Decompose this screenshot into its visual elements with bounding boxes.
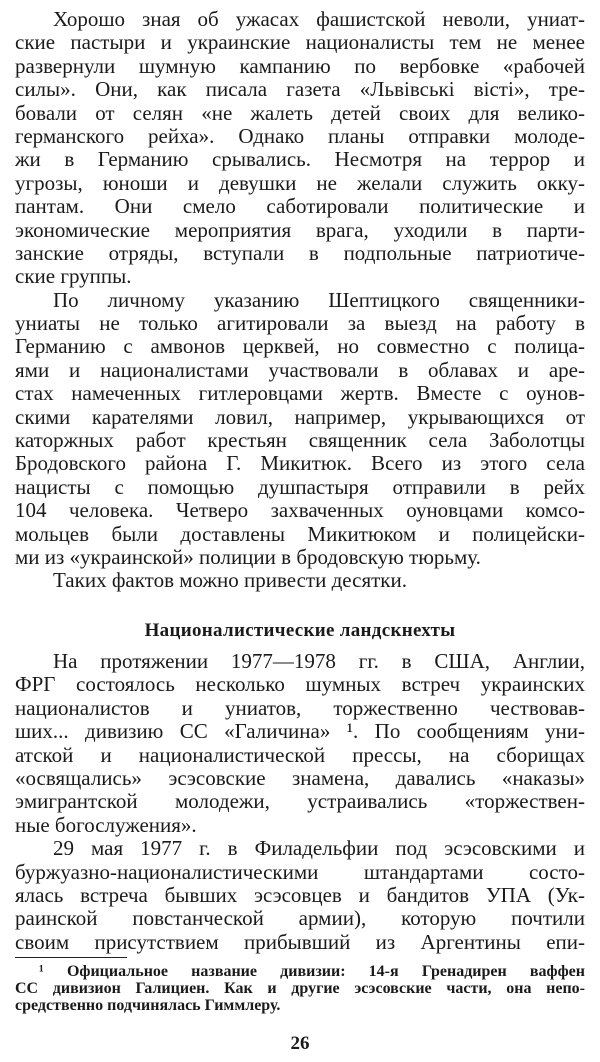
text-line: германского рейха». Однако планы отправки молоде- (15, 123, 585, 148)
footnote-line: СС дивизион Галициен. Как и другие эсэсовские части, она непо- (15, 980, 585, 997)
text-line: ФРГ состоялось несколько шумных встреч украинских (15, 672, 585, 697)
footnote (15, 963, 585, 1014)
text-line: развернули шумную кампанию по вербовке «рабочей (15, 53, 585, 78)
text-line: ские группы. (15, 264, 132, 289)
text-line: занские отряды, вступали в подпольные патриотиче- (15, 240, 585, 265)
text-line: ми из «украинской» полиции в бродовскую тюрьму. (15, 544, 481, 569)
text-line: По личному указанию Шептицкого священники- (53, 287, 585, 312)
text-line: скими карателями ловил, например, укрывающихся от (15, 404, 585, 429)
text-line: экономические мероприятия врага, уходили в парти- (15, 217, 585, 242)
text-line: пантам. Они смело саботировали политические и (15, 194, 585, 219)
text-line: ялась встреча бывших эсэсовцев и бандитов УПА (Ук- (15, 882, 585, 907)
text-line: националистов и униатов, торжественно чествовав- (15, 695, 585, 720)
text-line: раинской повстанческой армии), которую почтили (15, 906, 585, 931)
text-line: На протяжении 1977—1978 гг. в США, Англии, (53, 649, 585, 673)
section-heading: Националистические ландскнехты (144, 620, 456, 641)
body-text-bottom (15, 650, 585, 954)
text-line: Таких фактов можно привести десятки. (53, 568, 407, 593)
text-line: Хорошо зная об ужасах фашистской неволи, униат- (53, 7, 585, 31)
text-line: каторжных работ крестьян священник села Заболотцы (15, 428, 585, 453)
text-line: 104 человека. Четверо захваченных оуновцами комсо- (15, 498, 585, 523)
text-line: силы». Они, как писала газета «Львівські вісті», тре- (15, 77, 585, 102)
text-line: Бродовского района Г. Микитюк. Всего из этого села (15, 451, 585, 476)
footnote-divider (15, 957, 127, 958)
body-text-top (15, 8, 585, 593)
text-line: своим присутствием прибывший из Аргентины епи- (15, 929, 585, 954)
text-line: ших... дивизию СС «Галичина» ¹. По сообщениям уни- (15, 719, 585, 744)
text-line: атской и националистической прессы, на сборищах (15, 742, 585, 767)
text-line: ями и националистами участвовали в облавах и аре- (15, 357, 585, 382)
text-line: бовали от селян «не жалеть детей своих для велико- (15, 100, 585, 125)
footnote-line: средственно подчинялась Гиммлеру. (15, 997, 281, 1014)
text-line: эмигрантской молодежи, устраивались «торжествен- (15, 789, 585, 814)
page-number: 26 (290, 1033, 310, 1054)
text-line: нацисты с помощью душпастыря отправили в рейх (15, 474, 585, 499)
text-line: мольцев были доставлены Микитюком и полицейски- (15, 521, 585, 546)
text-line: буржуазно-националистическими штандартами состо- (15, 859, 585, 884)
text-line: 29 мая 1977 г. в Филадельфии под эсэсовскими и (53, 836, 585, 861)
footnote-line: ¹ Официальное название дивизии: 14-я Гренадирен ваффен (39, 963, 585, 980)
text-line: Германию с амвонов церквей, но совместно с полица- (15, 334, 585, 359)
text-line: ские пастыри и украинские националисты тем не менее (15, 30, 585, 55)
text-line: жи в Германию срывались. Несмотря на террор и (15, 147, 585, 172)
text-line: униаты не только агитировали за выезд на работу в (15, 311, 585, 336)
text-line: «освящались» эсэсовские знамена, давались «наказы» (15, 765, 585, 790)
text-line: стах намеченных гитлеровцами жертв. Вместе с оунов- (15, 381, 585, 406)
text-line: угрозы, юноши и девушки не желали служить окку- (15, 170, 585, 195)
text-line: ные богослужения». (15, 812, 197, 837)
